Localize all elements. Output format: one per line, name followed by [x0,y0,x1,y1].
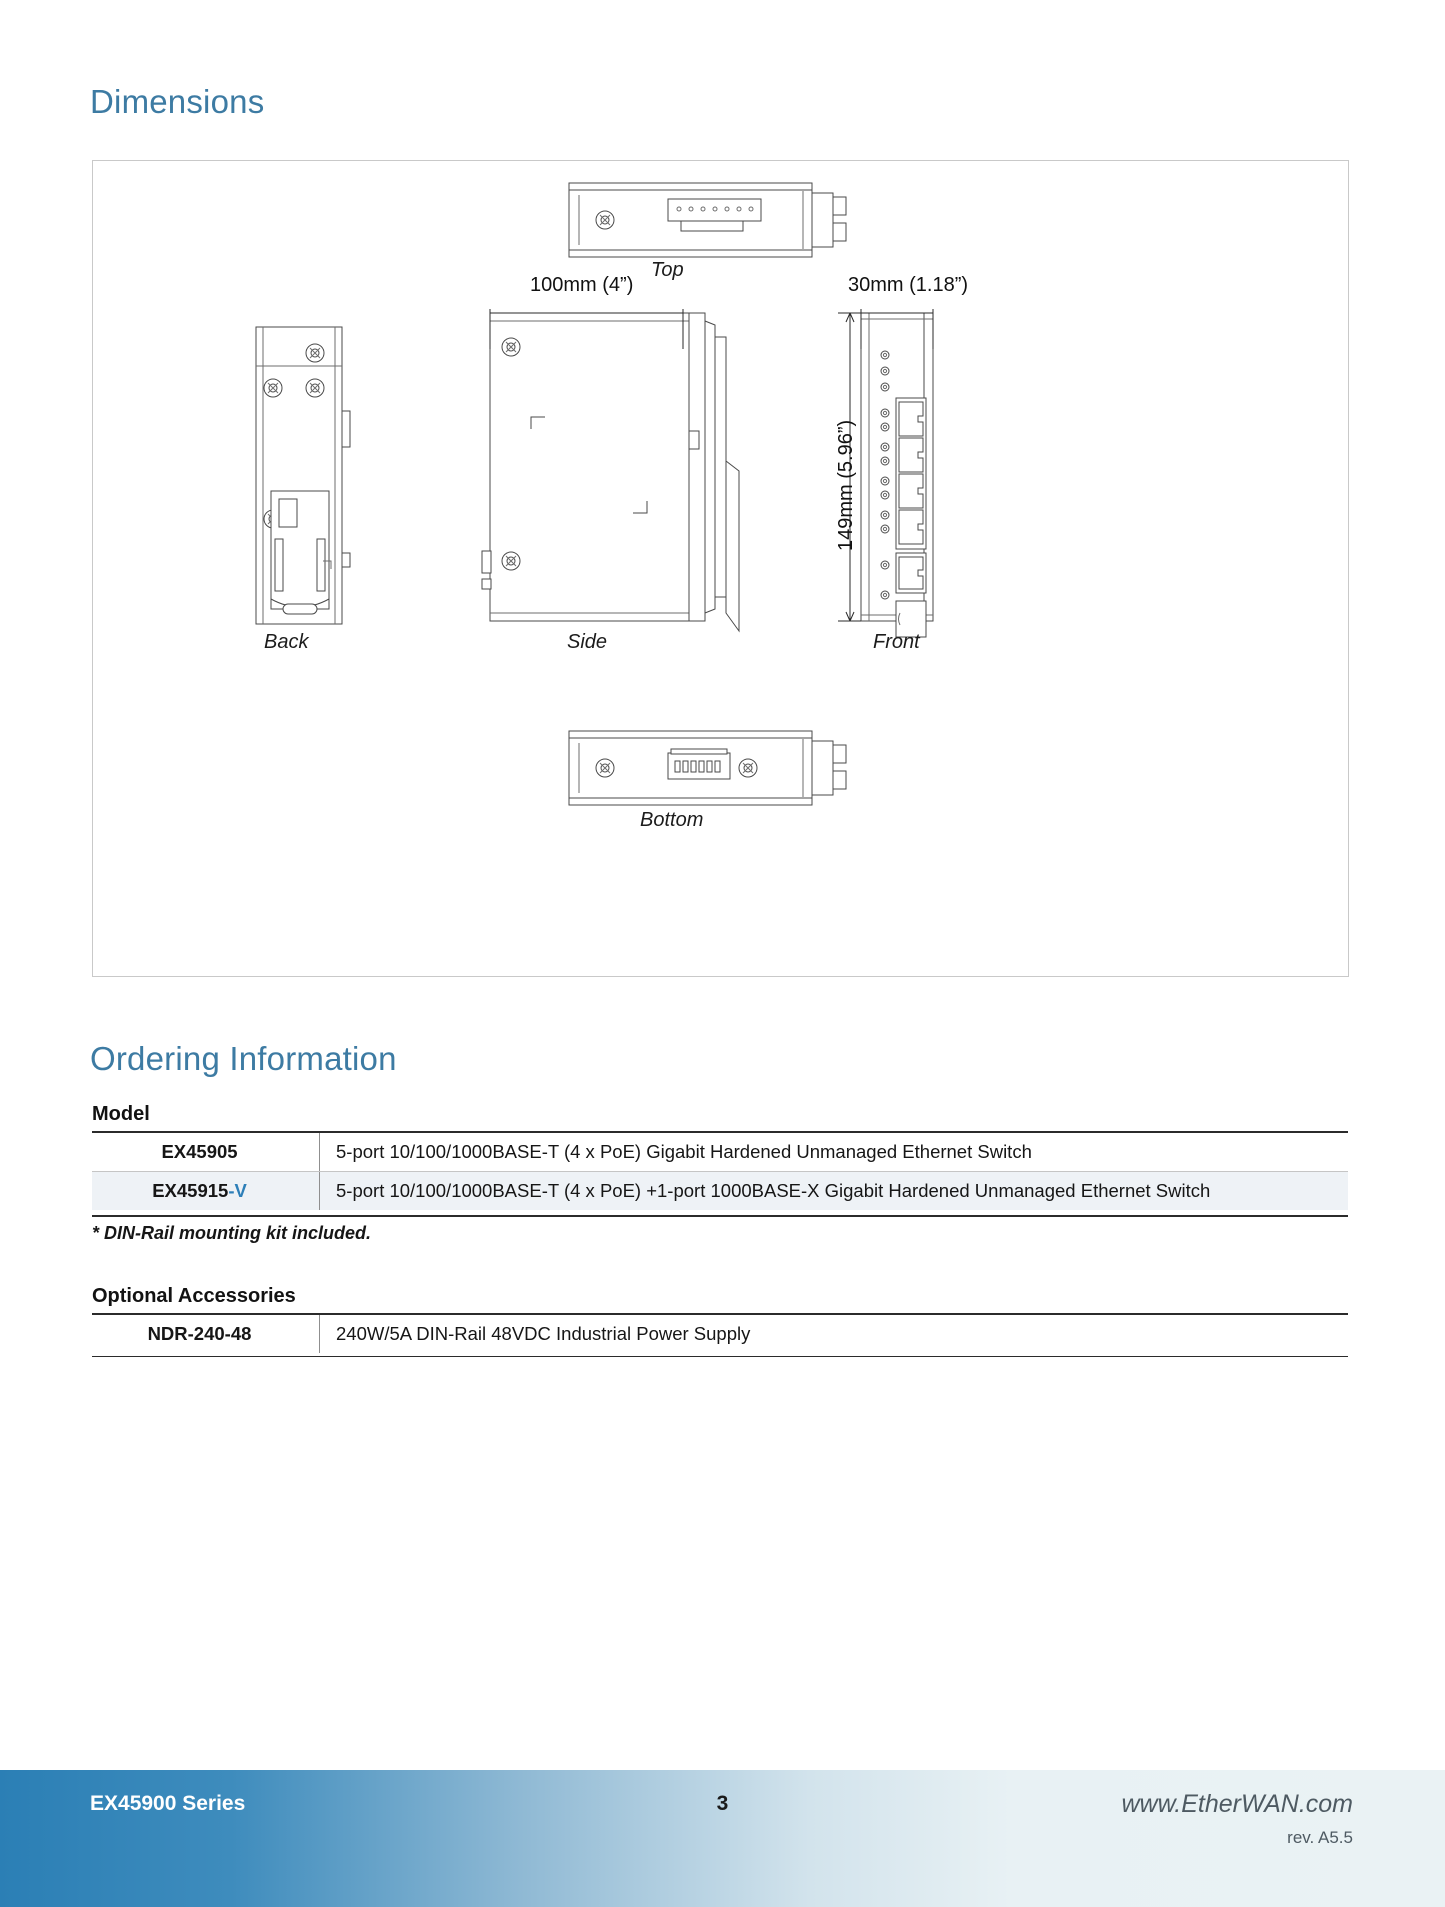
drawing-side-view [482,313,739,631]
subheading-optional-accessories: Optional Accessories [92,1285,296,1307]
accessory-description-cell: 240W/5A DIN-Rail 48VDC Industrial Power Supply [336,1323,751,1344]
page-title-ordering-information: Ordering Information [90,1040,397,1077]
subheading-model: Model [92,1103,150,1125]
drawing-top-view [569,183,846,257]
model-code: EX45915 [152,1180,229,1201]
view-caption-back: Back [264,631,309,653]
page-title-dimensions: Dimensions [90,83,265,120]
description-cell-1: 5-port 10/100/1000BASE-T (4 x PoE) Gigabit Hardened Unmanaged Ethernet Switch [320,1133,1349,1172]
dimension-label-width: 100mm (4”) [530,274,634,296]
drawing-bottom-view [569,731,846,805]
view-caption-side: Side [567,631,608,653]
dimensions-diagram-panel [92,160,1349,977]
table-row [92,1315,1348,1353]
dimension-label-depth: 30mm (1.18”) [848,274,969,296]
drawing-front-view [861,313,933,637]
model-cell-1 [92,1133,320,1172]
model-table-bottom-rule [92,1215,1348,1217]
view-caption-bottom: Bottom [640,809,704,831]
footer-page-number: 3 [716,1792,729,1815]
accessory-model-cell: NDR-240-48 [92,1315,320,1353]
accessories-table-bottom-rule [92,1356,1348,1357]
front-led-group-top [881,351,889,391]
footer-revision: rev. A5.5 [1287,1828,1353,1847]
drawing-back-view [256,327,350,624]
dimensions-drawings [93,161,1348,976]
accessories-table [92,1315,1348,1353]
model-footnote: * DIN-Rail mounting kit included. [92,1223,371,1243]
description-cell-2: 5-port 10/100/1000BASE-T (4 x PoE) +1-port 1000BASE-X Gigabit Hardened Unmanaged Ethernet Switch [336,1180,1211,1201]
table-row [92,1133,1348,1172]
dimension-label-height: 149mm (5.96”) [835,419,857,551]
model-table [92,1133,1348,1210]
table-row [92,1172,1348,1211]
model-code: EX45905 [161,1141,238,1162]
page-footer [0,1770,1445,1907]
view-caption-front: Front [873,631,920,653]
footer-website[interactable]: www.EtherWAN.com [1121,1790,1353,1818]
model-cell-2 [92,1172,320,1211]
footer-series-label: EX45900 Series [90,1792,246,1815]
model-code-suffix: -V [228,1180,247,1201]
view-caption-top: Top [651,259,684,281]
